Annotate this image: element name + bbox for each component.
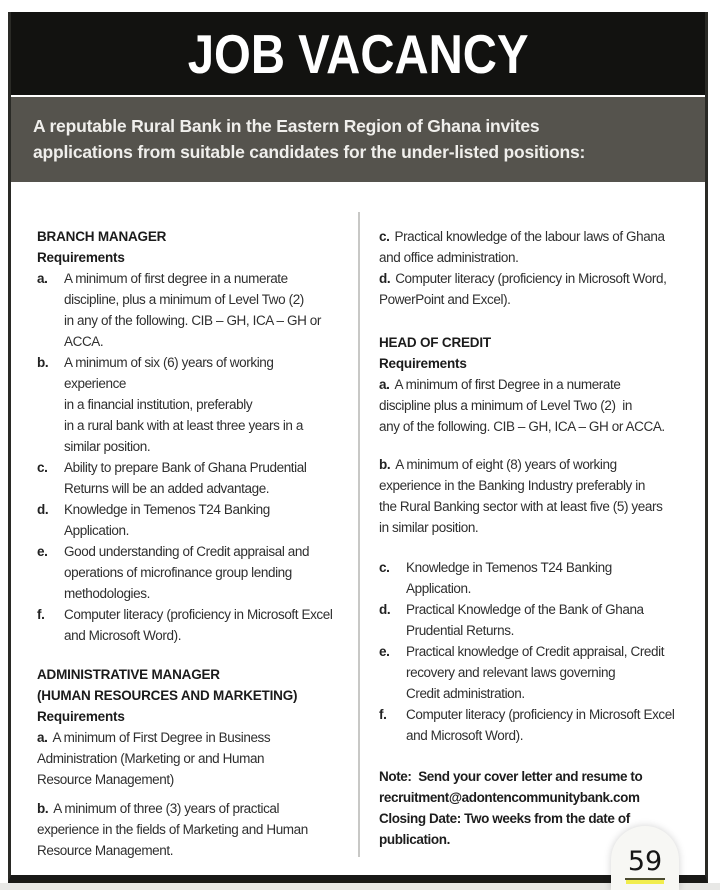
item-line <box>379 454 701 475</box>
item-line: Returns will be an added advantage. <box>64 481 270 496</box>
requirement-item <box>379 704 701 746</box>
requirement-item <box>379 599 701 641</box>
item-marker: e. <box>37 544 48 559</box>
item-line: PowerPoint and Excel). <box>379 292 511 307</box>
item-line <box>37 352 359 373</box>
requirement-item <box>379 641 701 704</box>
item-line: Resource Management. <box>37 843 174 858</box>
requirement-item <box>37 457 359 499</box>
item-marker: b. <box>37 801 49 816</box>
item-marker: d. <box>379 602 391 617</box>
item-line: methodologies. <box>64 586 150 601</box>
item-line: in a financial institution, preferably <box>64 397 253 412</box>
item-line <box>37 541 359 562</box>
page-number[interactable]: 59 <box>625 846 665 880</box>
item-line-text: A minimum of three (3) years of practical <box>53 801 280 816</box>
item-line-text: A minimum of eight (8) years of working <box>395 457 617 472</box>
item-marker: e. <box>379 644 390 659</box>
requirement-item <box>37 499 359 541</box>
item-line: Credit administration. <box>406 686 525 701</box>
requirement-item <box>379 226 701 268</box>
item-marker: f. <box>37 607 45 622</box>
item-marker: a. <box>379 377 390 392</box>
item-line: experience <box>64 376 127 391</box>
item-line: in any of the following. CIB – GH, ICA – GH or <box>64 313 321 328</box>
column-right <box>363 182 705 861</box>
item-line-text: A minimum of first degree in a numerate <box>64 271 288 286</box>
item-line: experience in the fields of Marketing and Human <box>37 822 308 837</box>
requirement-item <box>379 454 701 538</box>
item-line-text: A minimum of first Degree in a numerate <box>394 377 621 392</box>
requirement-item <box>379 557 701 599</box>
item-marker: c. <box>379 229 390 244</box>
item-line: Application. <box>64 523 129 538</box>
item-marker: b. <box>379 457 391 472</box>
item-line <box>379 641 701 662</box>
item-line-text: Knowledge in Temenos T24 Banking <box>406 560 612 575</box>
item-line: and Microsoft Word). <box>64 628 182 643</box>
requirement-item <box>37 352 359 457</box>
requirement-item <box>37 727 359 790</box>
intro-text-line: A reputable Rural Bank in the Eastern Region of Ghana invites <box>33 116 540 136</box>
item-line <box>379 374 701 395</box>
item-marker: a. <box>37 271 48 286</box>
section-heading: ADMINISTRATIVE MANAGER <box>37 667 220 682</box>
item-marker: c. <box>379 560 390 575</box>
intro-bar <box>11 97 705 182</box>
item-line-text: A minimum of six (6) years of working <box>64 355 274 370</box>
item-line-text: A minimum of First Degree in Business <box>52 730 271 745</box>
note-email: recruitment@adontencommunitybank.com <box>379 790 640 805</box>
section-heading: (HUMAN RESOURCES AND MARKETING) <box>37 688 298 703</box>
item-line: experience in the Banking Industry preferably in <box>379 478 645 493</box>
item-line-text: Ability to prepare Bank of Ghana Prudential <box>64 460 307 475</box>
page-title: JOB VACANCY <box>187 22 529 85</box>
item-line <box>37 604 359 625</box>
item-line: in similar position. <box>379 520 479 535</box>
requirements-label: Requirements <box>37 709 125 724</box>
column-divider <box>358 212 360 857</box>
intro-text-line: applications from suitable candidates for the under-listed positions: <box>33 142 586 162</box>
item-line: in a rural bank with at least three years in a <box>64 418 303 433</box>
item-line-text: Good understanding of Credit appraisal and <box>64 544 310 559</box>
item-line <box>379 704 701 725</box>
item-marker: a. <box>37 730 48 745</box>
item-line: and office administration. <box>379 250 519 265</box>
item-line: any of the following. CIB – GH, ICA – GH or ACCA. <box>379 419 665 434</box>
requirement-item <box>37 798 359 861</box>
column-left <box>11 182 363 861</box>
item-marker: d. <box>379 271 391 286</box>
item-line <box>37 268 359 289</box>
item-line: Administration (Marketing or and Human <box>37 751 265 766</box>
requirement-item <box>37 268 359 352</box>
item-line <box>379 268 701 289</box>
item-line: ACCA. <box>64 334 104 349</box>
item-line <box>37 798 359 819</box>
requirements-label: Requirements <box>379 356 467 371</box>
item-line: operations of microfinance group lending <box>64 565 292 580</box>
item-marker: d. <box>37 502 49 517</box>
note-line: Closing Date: Two weeks from the date of <box>379 811 630 826</box>
item-line-text: Computer literacy (proficiency in Microsoft Excel <box>406 707 675 722</box>
item-line: Prudential Returns. <box>406 623 514 638</box>
item-line: discipline, plus a minimum of Level Two (2) <box>64 292 304 307</box>
item-line-text: Practical Knowledge of the Bank of Ghana <box>406 602 644 617</box>
item-line: recovery and relevant laws governing <box>406 665 616 680</box>
item-line: the Rural Banking sector with at least five (5) years <box>379 499 663 514</box>
item-marker: f. <box>379 707 387 722</box>
item-line <box>37 727 359 748</box>
item-marker: b. <box>37 355 49 370</box>
section-heading: BRANCH MANAGER <box>37 229 167 244</box>
note-line: publication. <box>379 832 450 847</box>
note-line: Note: Send your cover letter and resume to <box>379 769 643 784</box>
item-line: Application. <box>406 581 471 596</box>
item-line-text: Practical knowledge of Credit appraisal, Credit <box>406 644 665 659</box>
item-line-text: Practical knowledge of the labour laws of Ghana <box>394 229 665 244</box>
item-line <box>379 599 701 620</box>
header-bar <box>11 12 705 95</box>
requirements-label: Requirements <box>37 250 125 265</box>
page-number-badge[interactable] <box>611 826 679 890</box>
requirement-item <box>37 604 359 646</box>
requirement-item <box>37 541 359 604</box>
section-heading: HEAD OF CREDIT <box>379 335 491 350</box>
item-line: Resource Management) <box>37 772 174 787</box>
item-line-text: Computer literacy (proficiency in Microsoft Excel <box>64 607 333 622</box>
item-line: similar position. <box>64 439 151 454</box>
item-line-text: Computer literacy (proficiency in Microsoft Word, <box>395 271 667 286</box>
item-line: discipline plus a minimum of Level Two (2) in <box>379 398 632 413</box>
item-marker: c. <box>37 460 48 475</box>
item-line: and Microsoft Word). <box>406 728 524 743</box>
item-line <box>379 557 701 578</box>
item-line <box>379 226 701 247</box>
item-line <box>37 499 359 520</box>
item-line <box>37 457 359 478</box>
requirement-item <box>379 374 701 437</box>
item-line-text: Knowledge in Temenos T24 Banking <box>64 502 270 517</box>
requirement-item <box>379 268 701 310</box>
